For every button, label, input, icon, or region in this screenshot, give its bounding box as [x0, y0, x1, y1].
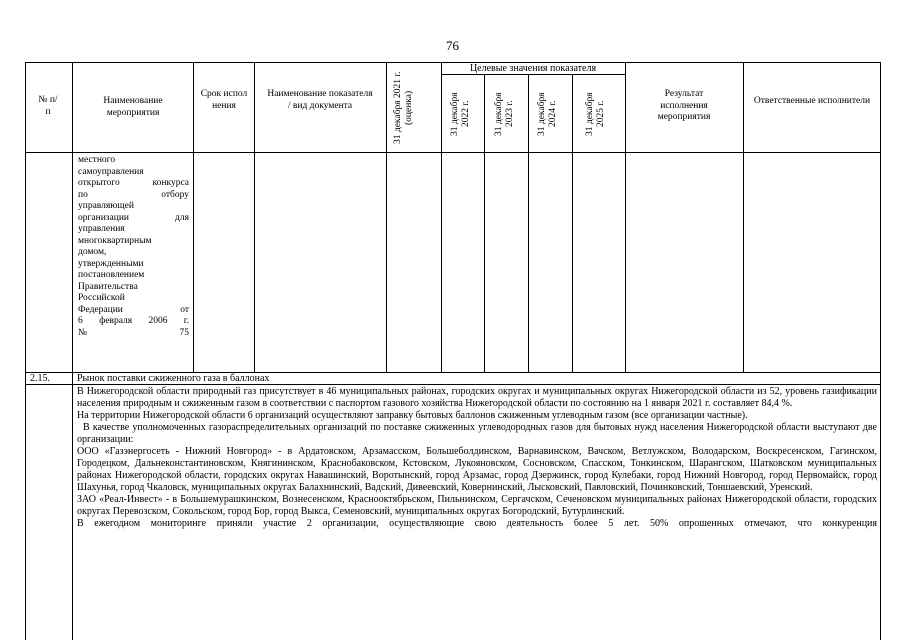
- table-left-border: [25, 62, 26, 640]
- col-divider-event: [193, 62, 194, 372]
- section-body: [77, 386, 877, 530]
- header-result: Результат исполнения мероприятия: [657, 89, 711, 122]
- continued-line: открытого конкурса: [78, 178, 189, 188]
- col-divider-2024: [572, 74, 573, 372]
- col-divider-2025: [625, 62, 626, 372]
- header-targets-group: Целевые значения показателя: [469, 63, 597, 74]
- continued-line: самоуправления: [78, 166, 144, 177]
- paragraph: В ежегодном мониторинге приняли участие 2 организации, осуществляющие свою деятельность более 5 лет. 50% опрошенных отмечают, что конкуренция: [77, 518, 877, 529]
- continued-line: домом,: [78, 247, 107, 257]
- header-dec-2022: 31 декабря 2022 г.: [450, 92, 471, 136]
- continued-line: № 75: [78, 327, 189, 338]
- header-event-name: Наименование мероприятия: [103, 96, 163, 118]
- header-deadline: Срок исполнения: [200, 89, 248, 111]
- paragraph: В качестве уполномоченных газораспределительных организаций по поставке сжиженных углеводородных газов для бытовых нужд населения Нижегородской области выступают две организации:: [77, 422, 877, 445]
- table-right-border: [880, 62, 881, 640]
- continued-line: 6 февраля 2006 г.: [78, 316, 189, 326]
- header-responsible: Ответственные исполнители: [753, 96, 871, 106]
- col-divider-result: [743, 62, 744, 372]
- col-divider-2022: [484, 74, 485, 372]
- continued-line: Правительства: [78, 281, 138, 292]
- header-num: № п/п: [38, 95, 58, 117]
- col-divider-deadline: [254, 62, 255, 372]
- page-number: 76: [446, 38, 459, 53]
- continued-line: многоквартирным: [78, 235, 152, 246]
- header-dec-2024: 31 декабря 2024 г.: [537, 92, 558, 136]
- col-divider-indicator: [386, 62, 387, 372]
- continued-line: по отбору: [78, 189, 189, 200]
- col-divider-num: [72, 62, 73, 640]
- header-dec-2025: 31 декабря 2025 г.: [585, 92, 606, 136]
- paragraph: ООО «Газэнергосеть - Нижний Новгород» - в Ардатовском, Арзамасском, Большеболдинском, Варнавинском, Вачском, Ветлужском, Володарском, Воскресенском, Гагинском, Городецком, Дальнеконстантиновском, Княгининском, Краснобаковском, Кстовском, Лукояновском, Сосновском, Спасском, Тонкинском, Шарангском, Шатковском муниципальных районах Нижегородской области, городских округах Навашинский, Воротынский, город Арзамас, город Дзержинск, город Кулебаки, город Нижний Новгород, город Первомайск, город Шахунья, город Чкаловск, муниципальных округах Балахнинский, Вадский, Дивеевский, Ковернинский, Лысковский, Павловский, Починковский, Тоншаевский, Уренский.: [77, 446, 877, 493]
- continued-line: местного: [78, 155, 116, 165]
- continued-line: управления: [78, 224, 125, 234]
- paragraph: На территории Нижегородской области 6 организаций осуществляют заправку бытовых баллонов сжиженным углеводным газом (все организации частные).: [77, 410, 748, 421]
- header-indicator: Наименование показателя / вид документа: [267, 89, 373, 111]
- col-divider-2023: [528, 74, 529, 372]
- section-number: 2.15.: [30, 373, 50, 384]
- continued-line: Федерации от: [78, 304, 189, 315]
- continued-line: организации для: [78, 212, 189, 223]
- continued-line: постановлением: [78, 270, 145, 280]
- continued-line: управляющей: [78, 201, 134, 211]
- header-bottom-border: [25, 152, 881, 153]
- header-dec-2021: 31 декабря 2021 г. (оценка): [393, 71, 414, 145]
- paragraph: ЗАО «Реал-Инвест» - в Большемурашкинском, Вознесенском, Краснооктябрьском, Пильнинском, Сергачском, Сеченовском муниципальных районах Нижегородской области, городских округах Перевозском, Сокольском, город Бор, город Выкса, Семеновский, муниципальных округах Богородский, Бутурлинский.: [77, 494, 877, 517]
- paragraph: В Нижегородской области природный газ присутствует в 46 муниципальных районах, городских округах и муниципальных округах Нижегородской области из 52, уровень газификации населения природным и сжиженным газом в соответствии с паспортом газового хозяйства Нижегородской области по состоянию на 1 января 2021 г. составляет 84,4 %.: [77, 386, 877, 409]
- continued-line: Российской: [78, 293, 125, 303]
- col-divider-2021: [441, 62, 442, 372]
- continued-event-text: [78, 155, 189, 339]
- continued-line: утвержденными: [78, 258, 144, 269]
- header-dec-2023: 31 декабря 2023 г.: [494, 92, 515, 136]
- section-title: Рынок поставки сжиженного газа в баллонах: [77, 373, 270, 384]
